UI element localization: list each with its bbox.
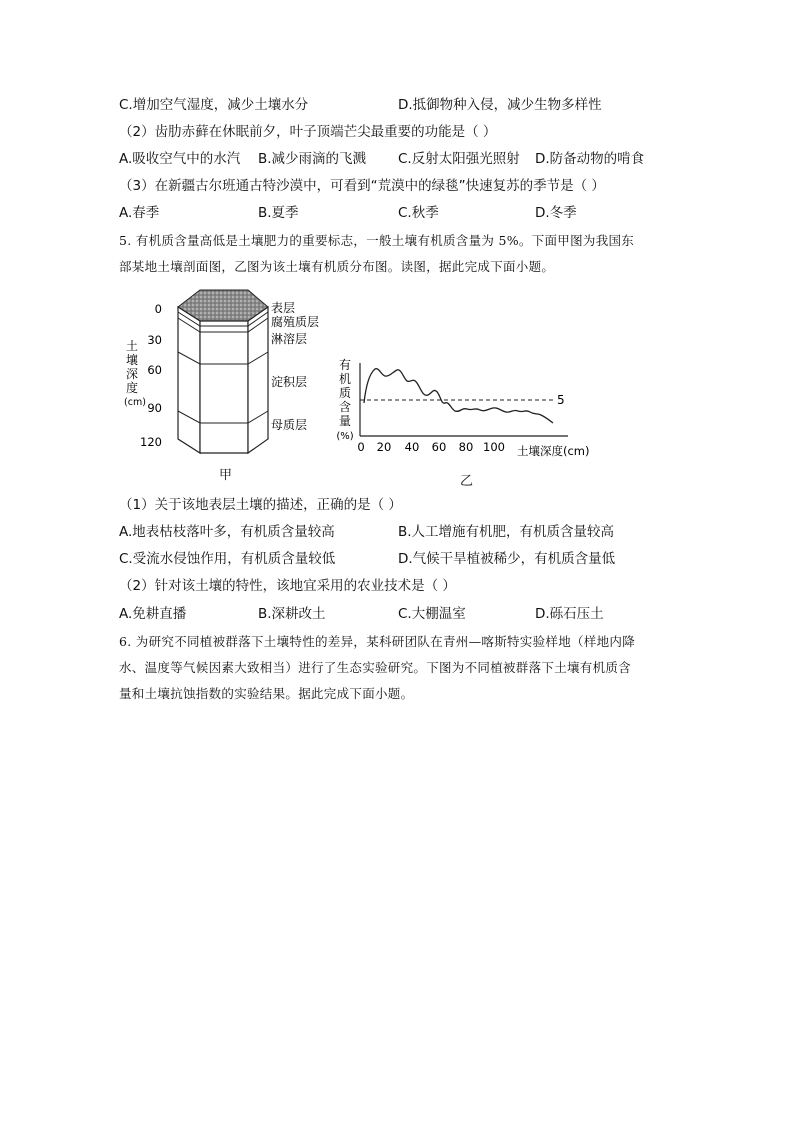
q5-sub2-option-d: D.砾石压土 [535, 606, 604, 622]
jia-ylabel-char: 土 [125, 339, 139, 353]
jia-ylabel-char: 度 [125, 381, 139, 395]
option-d-prev: D.抵御物种入侵，减少生物多样性 [398, 97, 602, 113]
jia-tick-label: 90 [147, 401, 162, 415]
jia-yunit: (cm) [124, 397, 146, 408]
yi-organic-curve [364, 369, 553, 423]
yi-xlabel: 土壤深度(cm) [517, 444, 590, 458]
q6-line-1: 6. 为研究不同植被群落下土壤特性的差异，某科研团队在青州—喀斯特实验样地（样地内降 [119, 634, 636, 649]
question-6-intro [119, 629, 679, 707]
yi-xtick-label: 40 [404, 440, 420, 454]
yi-yunit: (%) [336, 431, 354, 442]
jia-tick-label: 120 [140, 435, 162, 449]
yi-xtick-label: 20 [376, 440, 392, 454]
q2-option-c: C.反射太阳强光照射 [398, 151, 520, 167]
q2-option-b: B.减少雨滴的飞溅 [258, 151, 367, 167]
q5-sub2-option-a: A.免耕直播 [119, 606, 187, 622]
yi-xtick-label: 60 [431, 440, 447, 454]
q5-sub1-option-b: B.人工增施有机肥，有机质含量较高 [398, 524, 615, 540]
q5-intro-line-1: 5. 有机质含量高低是土壤肥力的重要标志，一般土壤有机质含量为 5%。下面甲图为我国东 [119, 233, 635, 248]
q3-option-d: D.冬季 [535, 205, 577, 221]
option-c-prev: C.增加空气湿度，减少土壤水分 [119, 97, 309, 113]
question-2-stem: （2）齿肋赤藓在休眠前夕，叶子顶端芒尖最重要的功能是（ ） [119, 124, 497, 140]
q5-sub1-option-a: A.地表枯枝落叶多，有机质含量较高 [119, 524, 335, 540]
yi-xtick-label: 80 [458, 440, 474, 454]
q3-option-b: B.夏季 [258, 205, 299, 221]
jia-prism [178, 307, 268, 453]
jia-layer-label: 腐殖质层 [271, 315, 320, 329]
q5-sub2-option-c: C.大棚温室 [398, 606, 466, 622]
q5-sub2-option-b: B.深耕改土 [258, 606, 326, 622]
jia-tick-label: 60 [147, 363, 162, 377]
q5-sub2-stem: （2）针对该土壤的特性，该地宜采用的农业技术是（ ） [119, 578, 456, 594]
q3-option-c: C.秋季 [398, 205, 439, 221]
yi-ylabel-char: 含 [338, 400, 352, 414]
yi-ylabel [336, 358, 353, 442]
jia-layer-label: 母质层 [271, 418, 308, 432]
jia-tick-label: 30 [147, 333, 162, 347]
question-3-stem: （3）在新疆古尔班通古特沙漠中，可看到“荒漠中的绿毯”快速复苏的季节是（ ） [119, 178, 605, 194]
jia-layer-label: 淀积层 [271, 375, 308, 389]
yi-ylabel-char: 有 [338, 358, 352, 372]
jia-ylabel [124, 338, 146, 408]
yi-ylabel-char: 质 [338, 386, 352, 400]
jia-layer-label: 淋溶层 [271, 332, 308, 346]
figure-jia-caption: 甲 [219, 468, 233, 483]
q5-sub1-stem: （1）关于该地表层土壤的描述，正确的是（ ） [119, 497, 402, 513]
jia-layer-label: 表层 [271, 301, 296, 315]
q6-line-3: 量和土壤抗蚀指数的实验结果。据此完成下面小题。 [119, 686, 414, 701]
q2-option-d: D.防备动物的啃食 [535, 151, 645, 167]
yi-ylabel-char: 机 [338, 372, 352, 386]
question-5-intro [119, 228, 679, 280]
figure-yi-organic-matter [335, 355, 600, 460]
q6-line-2: 水、温度等气候因素大致相当）进行了生态实验研究。下图为不同植被群落下土壤有机质含 [119, 660, 632, 675]
q5-sub1-option-c: C.受流水侵蚀作用，有机质含量较低 [119, 551, 336, 567]
q3-option-a: A.春季 [119, 205, 160, 221]
q5-sub1-option-d: D.气候干旱植被稀少，有机质含量低 [398, 551, 616, 567]
jia-ylabel-char: 壤 [125, 353, 139, 367]
jia-ylabel-char: 深 [125, 367, 139, 381]
jia-tick-label: 0 [154, 302, 162, 316]
figure-jia-soil-profile [120, 288, 335, 458]
yi-xtick-label: 100 [483, 440, 505, 454]
figure-yi-caption: 乙 [460, 474, 474, 489]
yi-ylabel-char: 量 [338, 414, 352, 428]
q5-intro-line-2: 部某地土壤剖面图，乙图为该土壤有机质分布图。读图，据此完成下面小题。 [119, 259, 555, 274]
yi-xtick-label: 0 [357, 440, 365, 454]
yi-reference-label: 5 [557, 393, 565, 407]
q2-option-a: A.吸收空气中的水汽 [119, 151, 241, 167]
